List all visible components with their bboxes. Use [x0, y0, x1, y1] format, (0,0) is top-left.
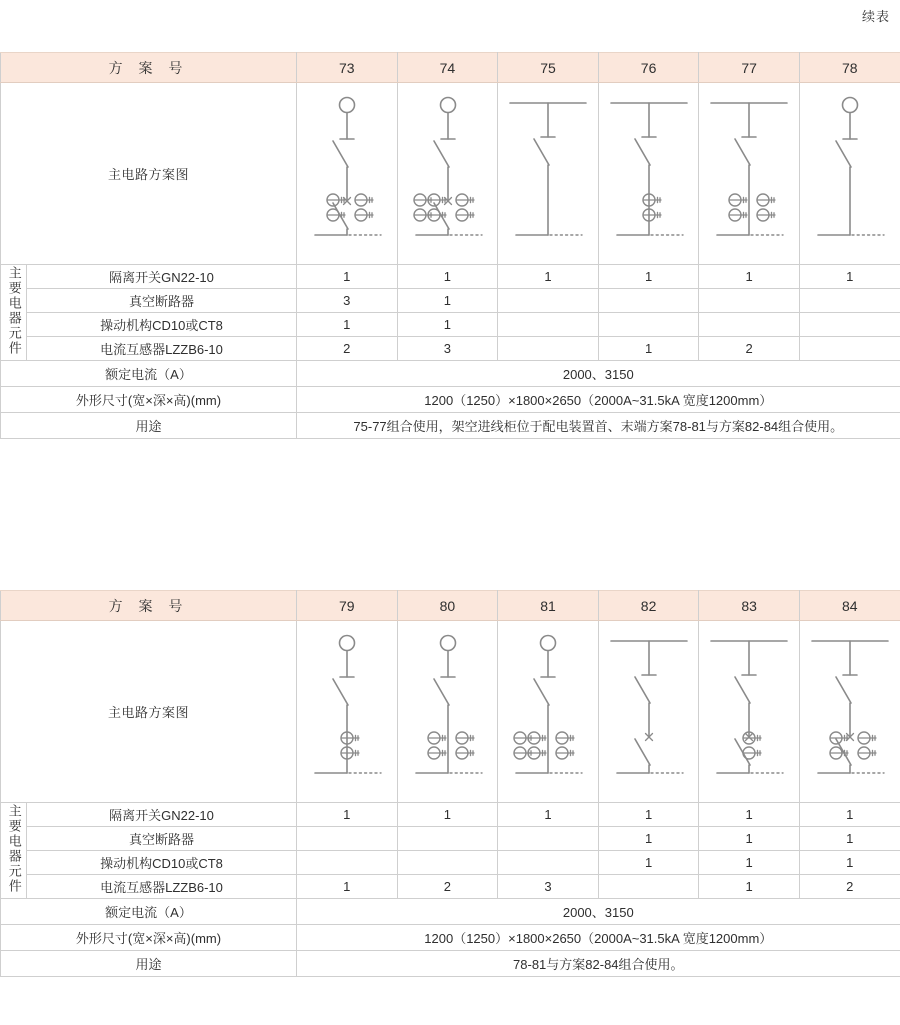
scheme-number-header: 84 [799, 591, 900, 621]
component-quantity: 1 [699, 827, 800, 851]
component-quantity [498, 289, 599, 313]
component-quantity: 1 [397, 265, 498, 289]
component-name: 隔离开关GN22-10 [27, 265, 297, 289]
component-quantity: 1 [598, 827, 699, 851]
header-row [1, 53, 900, 83]
summary-value: 1200（1250）×1800×2650（2000A~31.5kA 宽度1200mm） [297, 387, 900, 413]
component-row [1, 313, 900, 337]
component-name: 隔离开关GN22-10 [27, 803, 297, 827]
summary-row [1, 899, 900, 925]
summary-value: 2000、3150 [297, 899, 900, 925]
diagram-cell-80 [397, 621, 498, 803]
scheme-number-header: 75 [498, 53, 599, 83]
scheme-number-header: 79 [297, 591, 398, 621]
component-quantity [598, 289, 699, 313]
component-name: 电流互感器LZZB6-10 [27, 875, 297, 899]
component-quantity [498, 337, 599, 361]
component-quantity: 1 [397, 313, 498, 337]
summary-row [1, 387, 900, 413]
component-quantity: 2 [297, 337, 398, 361]
summary-row [1, 413, 900, 439]
component-quantity [297, 851, 398, 875]
component-quantity [397, 851, 498, 875]
scheme-number-header: 82 [598, 591, 699, 621]
component-quantity: 1 [297, 313, 398, 337]
component-quantity: 1 [699, 851, 800, 875]
diagram-row [1, 621, 900, 803]
circuit-diagram-78 [800, 85, 900, 263]
scheme-number-header: 81 [498, 591, 599, 621]
component-name: 操动机构CD10或CT8 [27, 313, 297, 337]
summary-value: 78-81与方案82-84组合使用。 [297, 951, 900, 977]
summary-label: 外形尺寸(宽×深×高)(mm) [1, 925, 297, 951]
component-quantity: 1 [699, 265, 800, 289]
component-quantity [598, 313, 699, 337]
summary-label: 额定电流（A） [1, 899, 297, 925]
summary-row [1, 361, 900, 387]
diagram-cell-75 [498, 83, 599, 265]
component-quantity: 1 [498, 803, 599, 827]
summary-row [1, 925, 900, 951]
component-quantity: 1 [799, 827, 900, 851]
component-quantity: 1 [297, 265, 398, 289]
component-quantity: 1 [799, 851, 900, 875]
component-group-label: 主要电器元件 [1, 265, 27, 361]
component-quantity [799, 313, 900, 337]
circuit-diagram-81 [498, 623, 598, 801]
circuit-diagram-83 [699, 623, 799, 801]
scheme-table-73-78 [0, 52, 900, 439]
component-quantity: 3 [297, 289, 398, 313]
component-row [1, 827, 900, 851]
summary-label: 额定电流（A） [1, 361, 297, 387]
diagram-cell-81 [498, 621, 599, 803]
summary-value: 75-77组合使用，架空进线柜位于配电装置首、末端方案78-81与方案82-84组合使用。 [297, 413, 900, 439]
component-quantity: 2 [397, 875, 498, 899]
component-quantity: 1 [397, 803, 498, 827]
circuit-diagram-79 [297, 623, 397, 801]
diagram-cell-78 [799, 83, 900, 265]
summary-label: 用途 [1, 951, 297, 977]
scheme-number-header: 80 [397, 591, 498, 621]
component-name: 电流互感器LZZB6-10 [27, 337, 297, 361]
scheme-number-header: 77 [699, 53, 800, 83]
component-quantity: 1 [799, 265, 900, 289]
scheme-number-header: 78 [799, 53, 900, 83]
component-quantity [799, 289, 900, 313]
summary-row [1, 951, 900, 977]
diagram-cell-74 [397, 83, 498, 265]
diagram-cell-77 [699, 83, 800, 265]
component-quantity: 1 [699, 803, 800, 827]
diagram-cell-76 [598, 83, 699, 265]
component-quantity [498, 827, 599, 851]
circuit-diagram-82 [599, 623, 699, 801]
diagram-cell-83 [699, 621, 800, 803]
circuit-diagram-80 [398, 623, 498, 801]
component-quantity: 1 [297, 875, 398, 899]
component-row [1, 875, 900, 899]
component-quantity [498, 313, 599, 337]
circuit-diagram-75 [498, 85, 598, 263]
component-quantity: 1 [297, 803, 398, 827]
component-quantity: 1 [598, 803, 699, 827]
diagram-cell-82 [598, 621, 699, 803]
component-name: 操动机构CD10或CT8 [27, 851, 297, 875]
diagram-cell-84 [799, 621, 900, 803]
component-row [1, 851, 900, 875]
component-quantity: 1 [598, 265, 699, 289]
component-row [1, 337, 900, 361]
component-quantity [498, 851, 599, 875]
circuit-diagram-76 [599, 85, 699, 263]
component-row [1, 803, 900, 827]
diagram-row-label: 主电路方案图 [1, 83, 297, 265]
scheme-number-header: 73 [297, 53, 398, 83]
component-quantity [699, 289, 800, 313]
component-quantity: 1 [397, 289, 498, 313]
component-quantity: 2 [699, 337, 800, 361]
component-quantity [397, 827, 498, 851]
header-title: 方 案 号 [1, 591, 297, 621]
summary-value: 2000、3150 [297, 361, 900, 387]
circuit-diagram-73 [297, 85, 397, 263]
component-group-label: 主要电器元件 [1, 803, 27, 899]
diagram-row [1, 83, 900, 265]
component-quantity: 3 [397, 337, 498, 361]
diagram-cell-73 [297, 83, 398, 265]
summary-value: 1200（1250）×1800×2650（2000A~31.5kA 宽度1200mm） [297, 925, 900, 951]
scheme-number-header: 74 [397, 53, 498, 83]
component-quantity [699, 313, 800, 337]
scheme-table-79-84 [0, 590, 900, 977]
header-row [1, 591, 900, 621]
component-quantity: 1 [699, 875, 800, 899]
component-row [1, 265, 900, 289]
circuit-diagram-74 [398, 85, 498, 263]
component-quantity: 1 [799, 803, 900, 827]
component-quantity [799, 337, 900, 361]
summary-label: 用途 [1, 413, 297, 439]
scheme-number-header: 76 [598, 53, 699, 83]
component-row [1, 289, 900, 313]
summary-label: 外形尺寸(宽×深×高)(mm) [1, 387, 297, 413]
component-quantity [297, 827, 398, 851]
component-quantity: 1 [498, 265, 599, 289]
header-title: 方 案 号 [1, 53, 297, 83]
diagram-row-label: 主电路方案图 [1, 621, 297, 803]
circuit-diagram-84 [800, 623, 900, 801]
component-name: 真空断路器 [27, 289, 297, 313]
scheme-number-header: 83 [699, 591, 800, 621]
component-quantity [598, 875, 699, 899]
component-quantity: 2 [799, 875, 900, 899]
diagram-cell-79 [297, 621, 398, 803]
component-name: 真空断路器 [27, 827, 297, 851]
component-quantity: 1 [598, 337, 699, 361]
component-quantity: 1 [598, 851, 699, 875]
continued-table-label: 续表 [861, 9, 890, 24]
circuit-diagram-77 [699, 85, 799, 263]
component-quantity: 3 [498, 875, 599, 899]
